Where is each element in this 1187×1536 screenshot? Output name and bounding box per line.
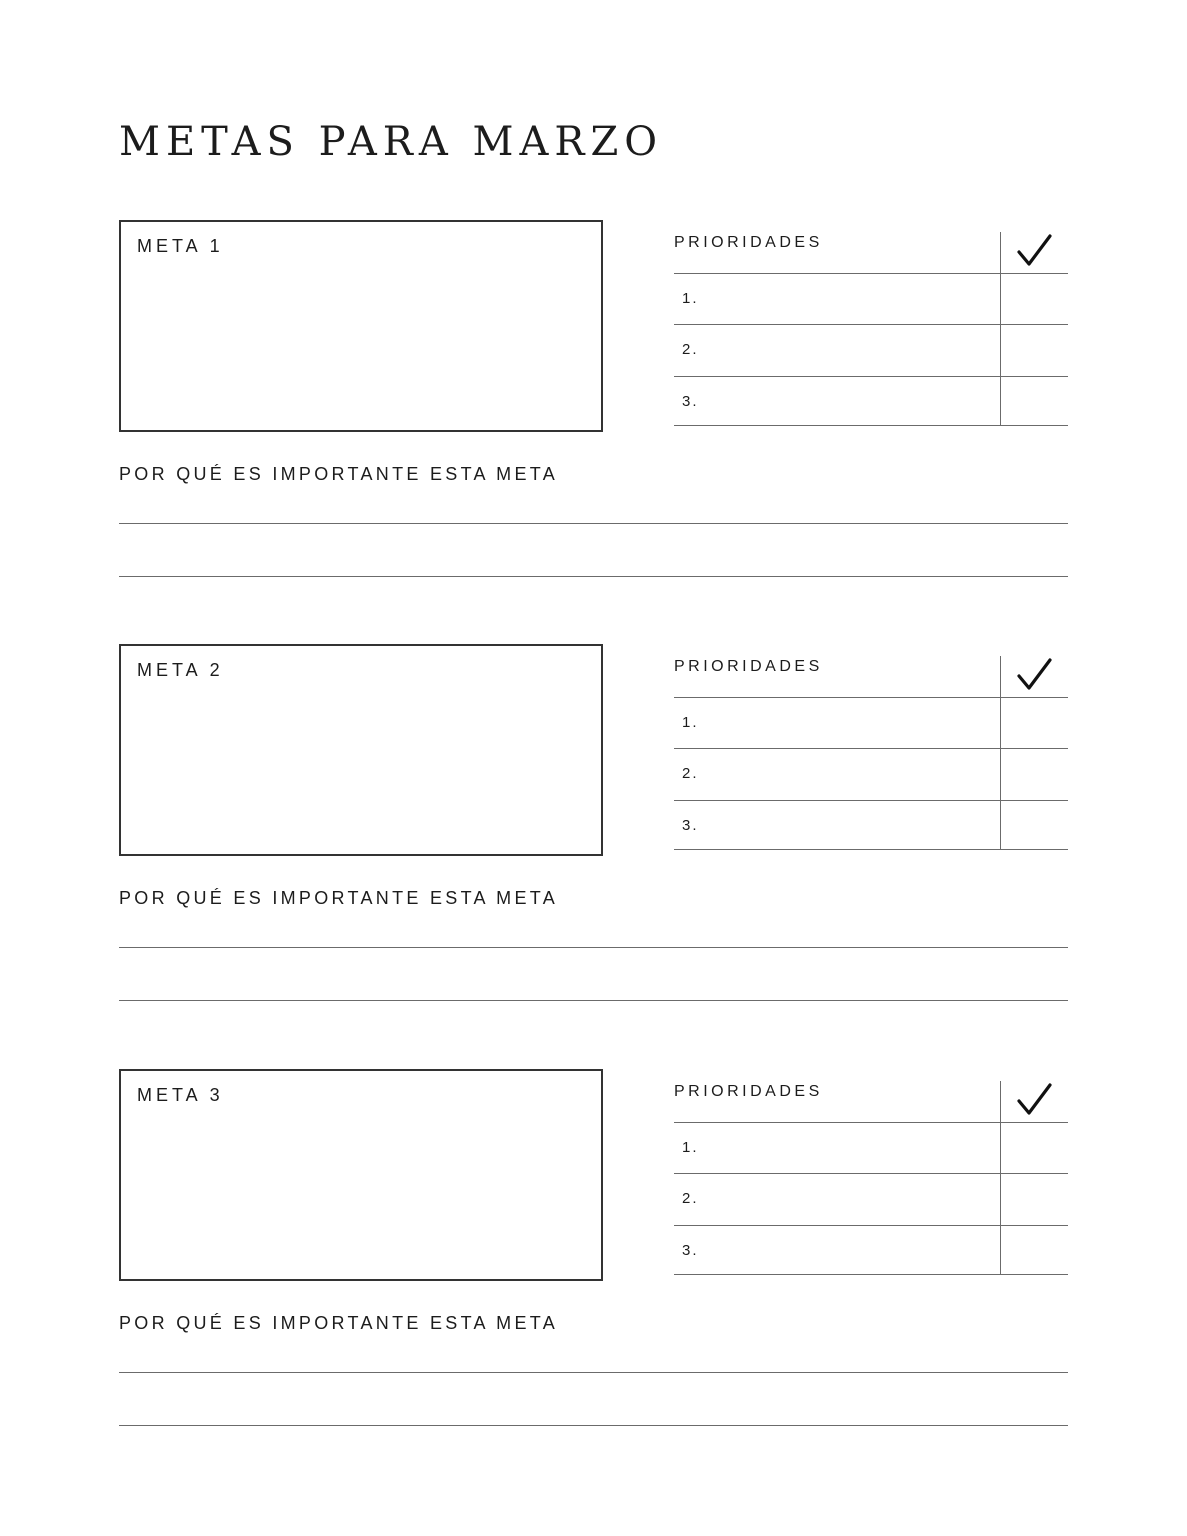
- priority-check-cell[interactable]: [1001, 1174, 1068, 1224]
- why-label: POR QUÉ ES IMPORTANTE ESTA META: [119, 888, 559, 908]
- priority-number: 3.: [682, 393, 699, 410]
- priority-number: 3.: [682, 1242, 699, 1259]
- priorities-title: PRIORIDADES: [674, 658, 823, 675]
- priority-number: 3.: [682, 817, 699, 834]
- why-label: POR QUÉ ES IMPORTANTE ESTA META: [119, 1313, 559, 1333]
- priority-number: 1.: [682, 714, 699, 731]
- priority-check-cell[interactable]: [1001, 1123, 1068, 1173]
- goal-label: META 3: [137, 1085, 224, 1105]
- goal-box[interactable]: [119, 220, 603, 432]
- priority-row[interactable]: [674, 1123, 1000, 1173]
- priority-check-cell[interactable]: [1001, 801, 1068, 851]
- priority-check-cell[interactable]: [1001, 325, 1068, 375]
- priorities-table: [674, 232, 1068, 427]
- priority-check-cell[interactable]: [1001, 749, 1068, 799]
- check-icon: [1014, 232, 1054, 270]
- priority-row[interactable]: [674, 698, 1000, 748]
- goal-label: META 2: [137, 660, 224, 680]
- priority-number: 1.: [682, 290, 699, 307]
- priority-check-cell[interactable]: [1001, 1226, 1068, 1276]
- page-title: METAS PARA MARZO: [119, 119, 664, 165]
- check-icon: [1014, 1081, 1054, 1119]
- writing-line[interactable]: [119, 576, 1068, 577]
- priority-row[interactable]: [674, 749, 1000, 799]
- priority-row[interactable]: [674, 801, 1000, 851]
- priority-number: 2.: [682, 341, 699, 358]
- priorities-title: PRIORIDADES: [674, 1083, 823, 1100]
- priority-check-cell[interactable]: [1001, 377, 1068, 427]
- goal-section-3: [0, 1069, 1187, 1439]
- why-label: POR QUÉ ES IMPORTANTE ESTA META: [119, 464, 559, 484]
- goal-section-2: [0, 644, 1187, 1014]
- row-divider: [674, 1274, 1068, 1275]
- goal-section-1: [0, 220, 1187, 590]
- check-icon: [1014, 656, 1054, 694]
- priority-row[interactable]: [674, 1174, 1000, 1224]
- priority-number: 2.: [682, 765, 699, 782]
- writing-line[interactable]: [119, 1000, 1068, 1001]
- priority-row[interactable]: [674, 274, 1000, 324]
- writing-line[interactable]: [119, 947, 1068, 948]
- goal-box[interactable]: [119, 644, 603, 856]
- priorities-title: PRIORIDADES: [674, 234, 823, 251]
- priorities-table: [674, 656, 1068, 851]
- writing-line[interactable]: [119, 1372, 1068, 1373]
- priority-number: 1.: [682, 1139, 699, 1156]
- row-divider: [674, 849, 1068, 850]
- goal-box[interactable]: [119, 1069, 603, 1281]
- priority-row[interactable]: [674, 325, 1000, 375]
- priority-row[interactable]: [674, 377, 1000, 427]
- writing-line[interactable]: [119, 1425, 1068, 1426]
- priority-row[interactable]: [674, 1226, 1000, 1276]
- priority-check-cell[interactable]: [1001, 698, 1068, 748]
- priority-check-cell[interactable]: [1001, 274, 1068, 324]
- goal-label: META 1: [137, 236, 224, 256]
- writing-line[interactable]: [119, 523, 1068, 524]
- priorities-table: [674, 1081, 1068, 1276]
- row-divider: [674, 425, 1068, 426]
- priority-number: 2.: [682, 1190, 699, 1207]
